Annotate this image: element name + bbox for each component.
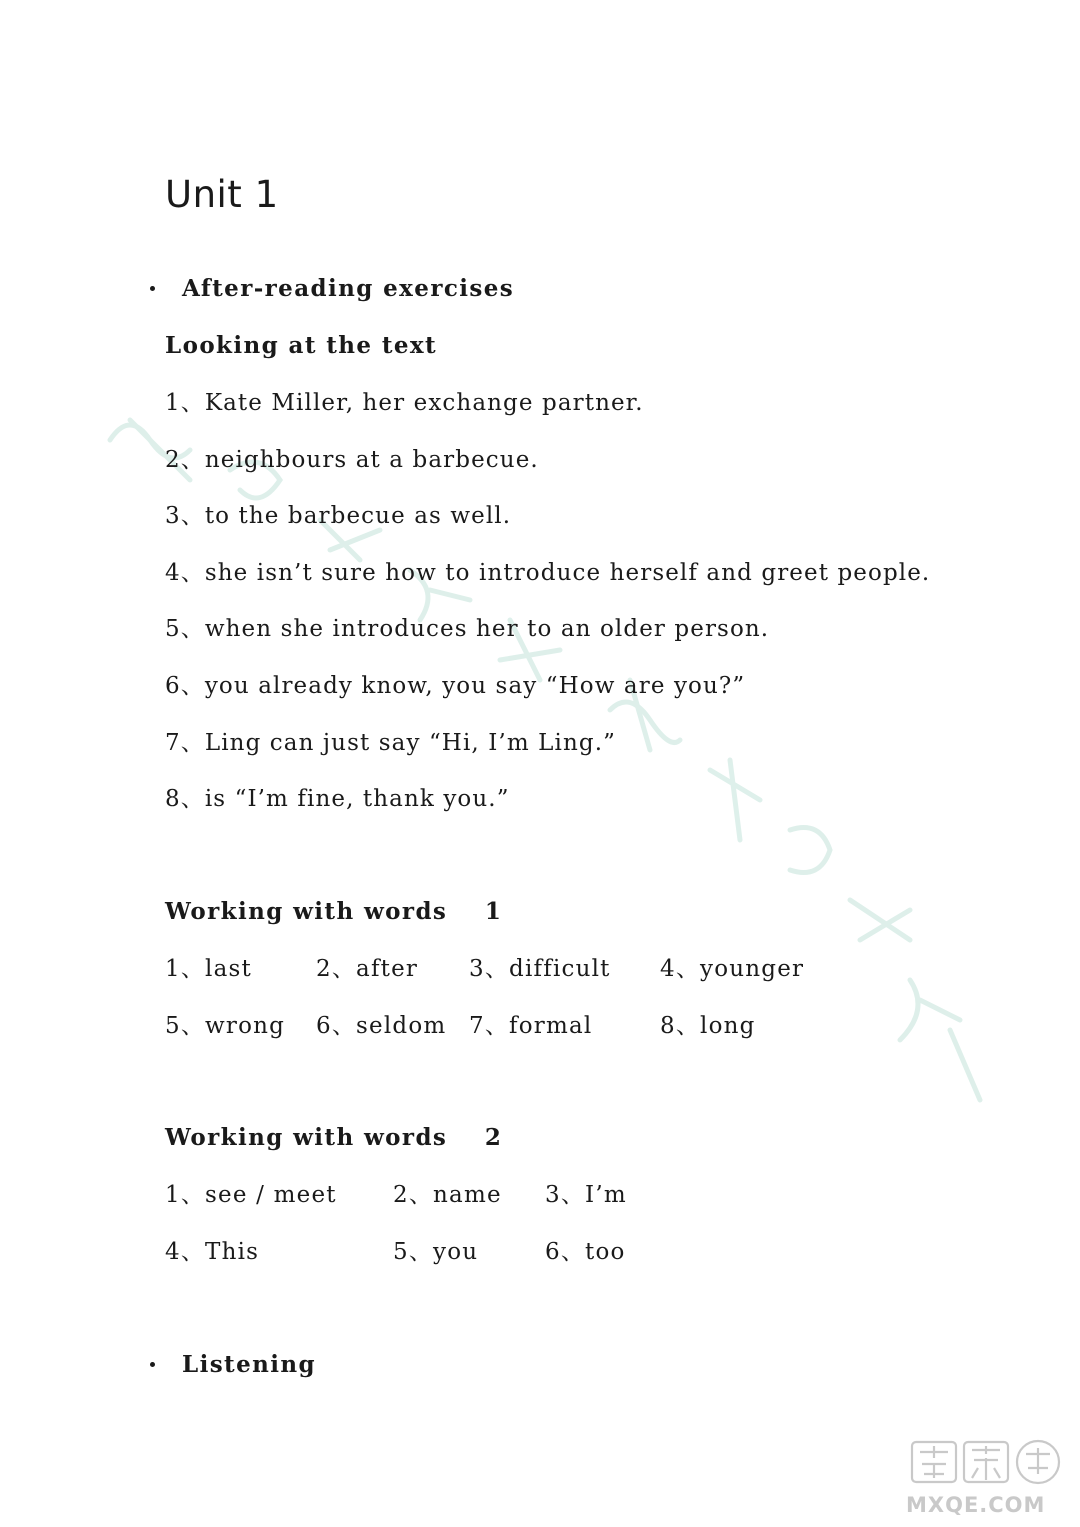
answer-line: 8、is “I’m fine, thank you.” [165, 786, 510, 812]
answer-line: 1、Kate Miller, her exchange partner. [165, 390, 644, 416]
section-label: Listening [182, 1351, 316, 1378]
word-answer: 4、This [165, 1239, 260, 1265]
answer-line: 4、she isn’t sure how to introduce herself and greet people. [165, 560, 931, 586]
word-answer: 5、you [393, 1239, 479, 1265]
answer-line: 3、to the barbecue as well. [165, 503, 512, 529]
answer-line: 2、neighbours at a barbecue. [165, 447, 539, 473]
word-answer: 3、difficult [469, 956, 611, 982]
word-answer: 5、wrong [165, 1013, 286, 1039]
word-answer: 7、formal [469, 1013, 593, 1039]
answer-line: 5、when she introduces her to an older person. [165, 616, 770, 642]
word-answer: 3、I’m [545, 1182, 627, 1208]
section-label: After-reading exercises [182, 275, 515, 302]
subheading-working-with-words-1: Working with words 1 [165, 898, 503, 925]
page-title: Unit 1 [165, 173, 279, 216]
site-logo [902, 1438, 1072, 1520]
word-answer: 2、name [393, 1182, 502, 1208]
section-heading-listening [150, 1350, 316, 1380]
bullet-icon [150, 1362, 155, 1367]
word-answer: 1、last [165, 956, 252, 982]
bullet-icon [150, 286, 155, 291]
svg-text:MXQE.COM: MXQE.COM [906, 1493, 1046, 1517]
subheading-looking-at-text: Looking at the text [165, 332, 438, 359]
word-answer: 8、long [660, 1013, 756, 1039]
answer-line: 6、you already know, you say “How are you?” [165, 673, 746, 699]
word-answer: 6、too [545, 1239, 626, 1265]
word-answer: 1、see / meet [165, 1182, 337, 1208]
answer-line: 7、Ling can just say “Hi, I’m Ling.” [165, 730, 616, 756]
word-answer: 2、after [316, 956, 419, 982]
subheading-working-with-words-2: Working with words 2 [165, 1124, 503, 1151]
word-answer: 6、seldom [316, 1013, 447, 1039]
word-answer: 4、younger [660, 956, 805, 982]
section-heading-after-reading [150, 274, 514, 304]
